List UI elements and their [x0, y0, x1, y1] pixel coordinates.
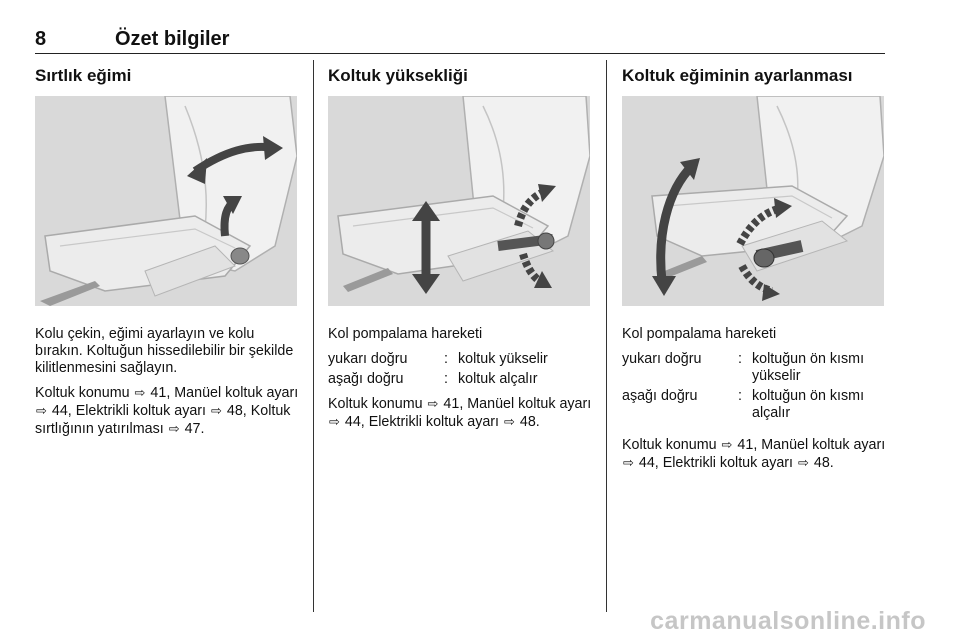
ref-text: 41, Manüel koltuk ayarı [146, 385, 299, 401]
section-heading: Koltuk eğiminin ayarlanması [622, 66, 853, 85]
reference-arrow-icon: ⇨ [36, 403, 47, 418]
reference-arrow-icon: ⇨ [721, 437, 733, 452]
table-row [622, 351, 892, 385]
section-heading: Sırtlık eğimi [35, 66, 132, 85]
table-row [622, 388, 892, 422]
page-header [35, 28, 885, 54]
table-row [328, 371, 598, 388]
seat-height-pump-lever-illustration [328, 96, 590, 306]
seat-tilt-pump-lever-illustration-svg [622, 96, 884, 306]
table-row [328, 351, 598, 368]
cross-references [328, 395, 598, 431]
ref-text: Koltuk konumu [622, 437, 721, 453]
page-number: 8 [35, 28, 47, 50]
ref-text: 41, Manüel koltuk ayarı [733, 437, 886, 453]
seat-height-pump-lever-illustration-svg [328, 96, 590, 306]
watermark: carmanualsonline.info [650, 607, 926, 635]
column-divider [313, 60, 314, 612]
ref-text: 48. [515, 414, 540, 430]
seat-tilt-pump-lever-illustration [622, 96, 884, 306]
ref-text: 44, Elektrikli koltuk ayarı [634, 455, 797, 471]
ref-text: 47. [180, 421, 205, 437]
ref-text: 44, Elektrikli koltuk ayarı [340, 414, 503, 430]
reference-arrow-icon: ⇨ [504, 414, 515, 429]
section-seat-height [328, 66, 598, 431]
result-label: koltuk alçalır [458, 371, 538, 387]
seat-backrest-recline-illustration [35, 96, 297, 306]
pump-intro: Kol pompalama hareketi [622, 326, 777, 342]
ref-text: 48, Koltuk sırtlığının yatırılması [35, 403, 291, 437]
direction-label: yukarı doğru [328, 351, 408, 367]
section-seat-tilt [622, 66, 892, 472]
operation-table [328, 351, 598, 388]
reference-arrow-icon: ⇨ [168, 421, 180, 436]
reference-arrow-icon: ⇨ [623, 455, 634, 470]
cross-references [622, 436, 892, 472]
reference-arrow-icon: ⇨ [134, 385, 146, 400]
direction-label: aşağı doğru [328, 371, 404, 387]
separator: : [444, 371, 448, 387]
direction-label: yukarı doğru [622, 351, 702, 367]
direction-label: aşağı doğru [622, 388, 698, 404]
section-heading: Koltuk yüksekliği [328, 66, 468, 85]
separator: : [738, 388, 742, 404]
result-label: koltuk yükselir [458, 351, 548, 367]
ref-text: Koltuk konumu [328, 396, 427, 412]
section-paragraph: Kolu çekin, eğimi ayarlayın ve kolu bırakın. Koltuğun hissedilebilir bir şekilde kilitlenmesini sağlayın. [35, 326, 294, 376]
ref-text: 41, Manüel koltuk ayarı [439, 396, 592, 412]
result-label: koltuğun ön kısmı yükselir [752, 351, 865, 384]
seat-backrest-recline-illustration-svg [35, 96, 297, 306]
column-divider [606, 60, 607, 612]
ref-text: 48. [809, 455, 834, 471]
reference-arrow-icon: ⇨ [798, 455, 809, 470]
ref-text: 44, Elektrikli koltuk ayarı [47, 403, 210, 419]
page-title: Özet bilgiler [115, 28, 230, 50]
reference-arrow-icon: ⇨ [427, 396, 439, 411]
ref-text: Koltuk konumu [35, 385, 134, 401]
reference-arrow-icon: ⇨ [211, 403, 222, 418]
section-backrest-recline [35, 66, 305, 438]
separator: : [738, 351, 742, 367]
result-label: koltuğun ön kısmı alçalır [752, 388, 865, 421]
reference-arrow-icon: ⇨ [329, 414, 340, 429]
operation-table [622, 351, 892, 422]
pump-intro: Kol pompalama hareketi [328, 326, 483, 342]
cross-references [35, 384, 305, 438]
separator: : [444, 351, 448, 367]
